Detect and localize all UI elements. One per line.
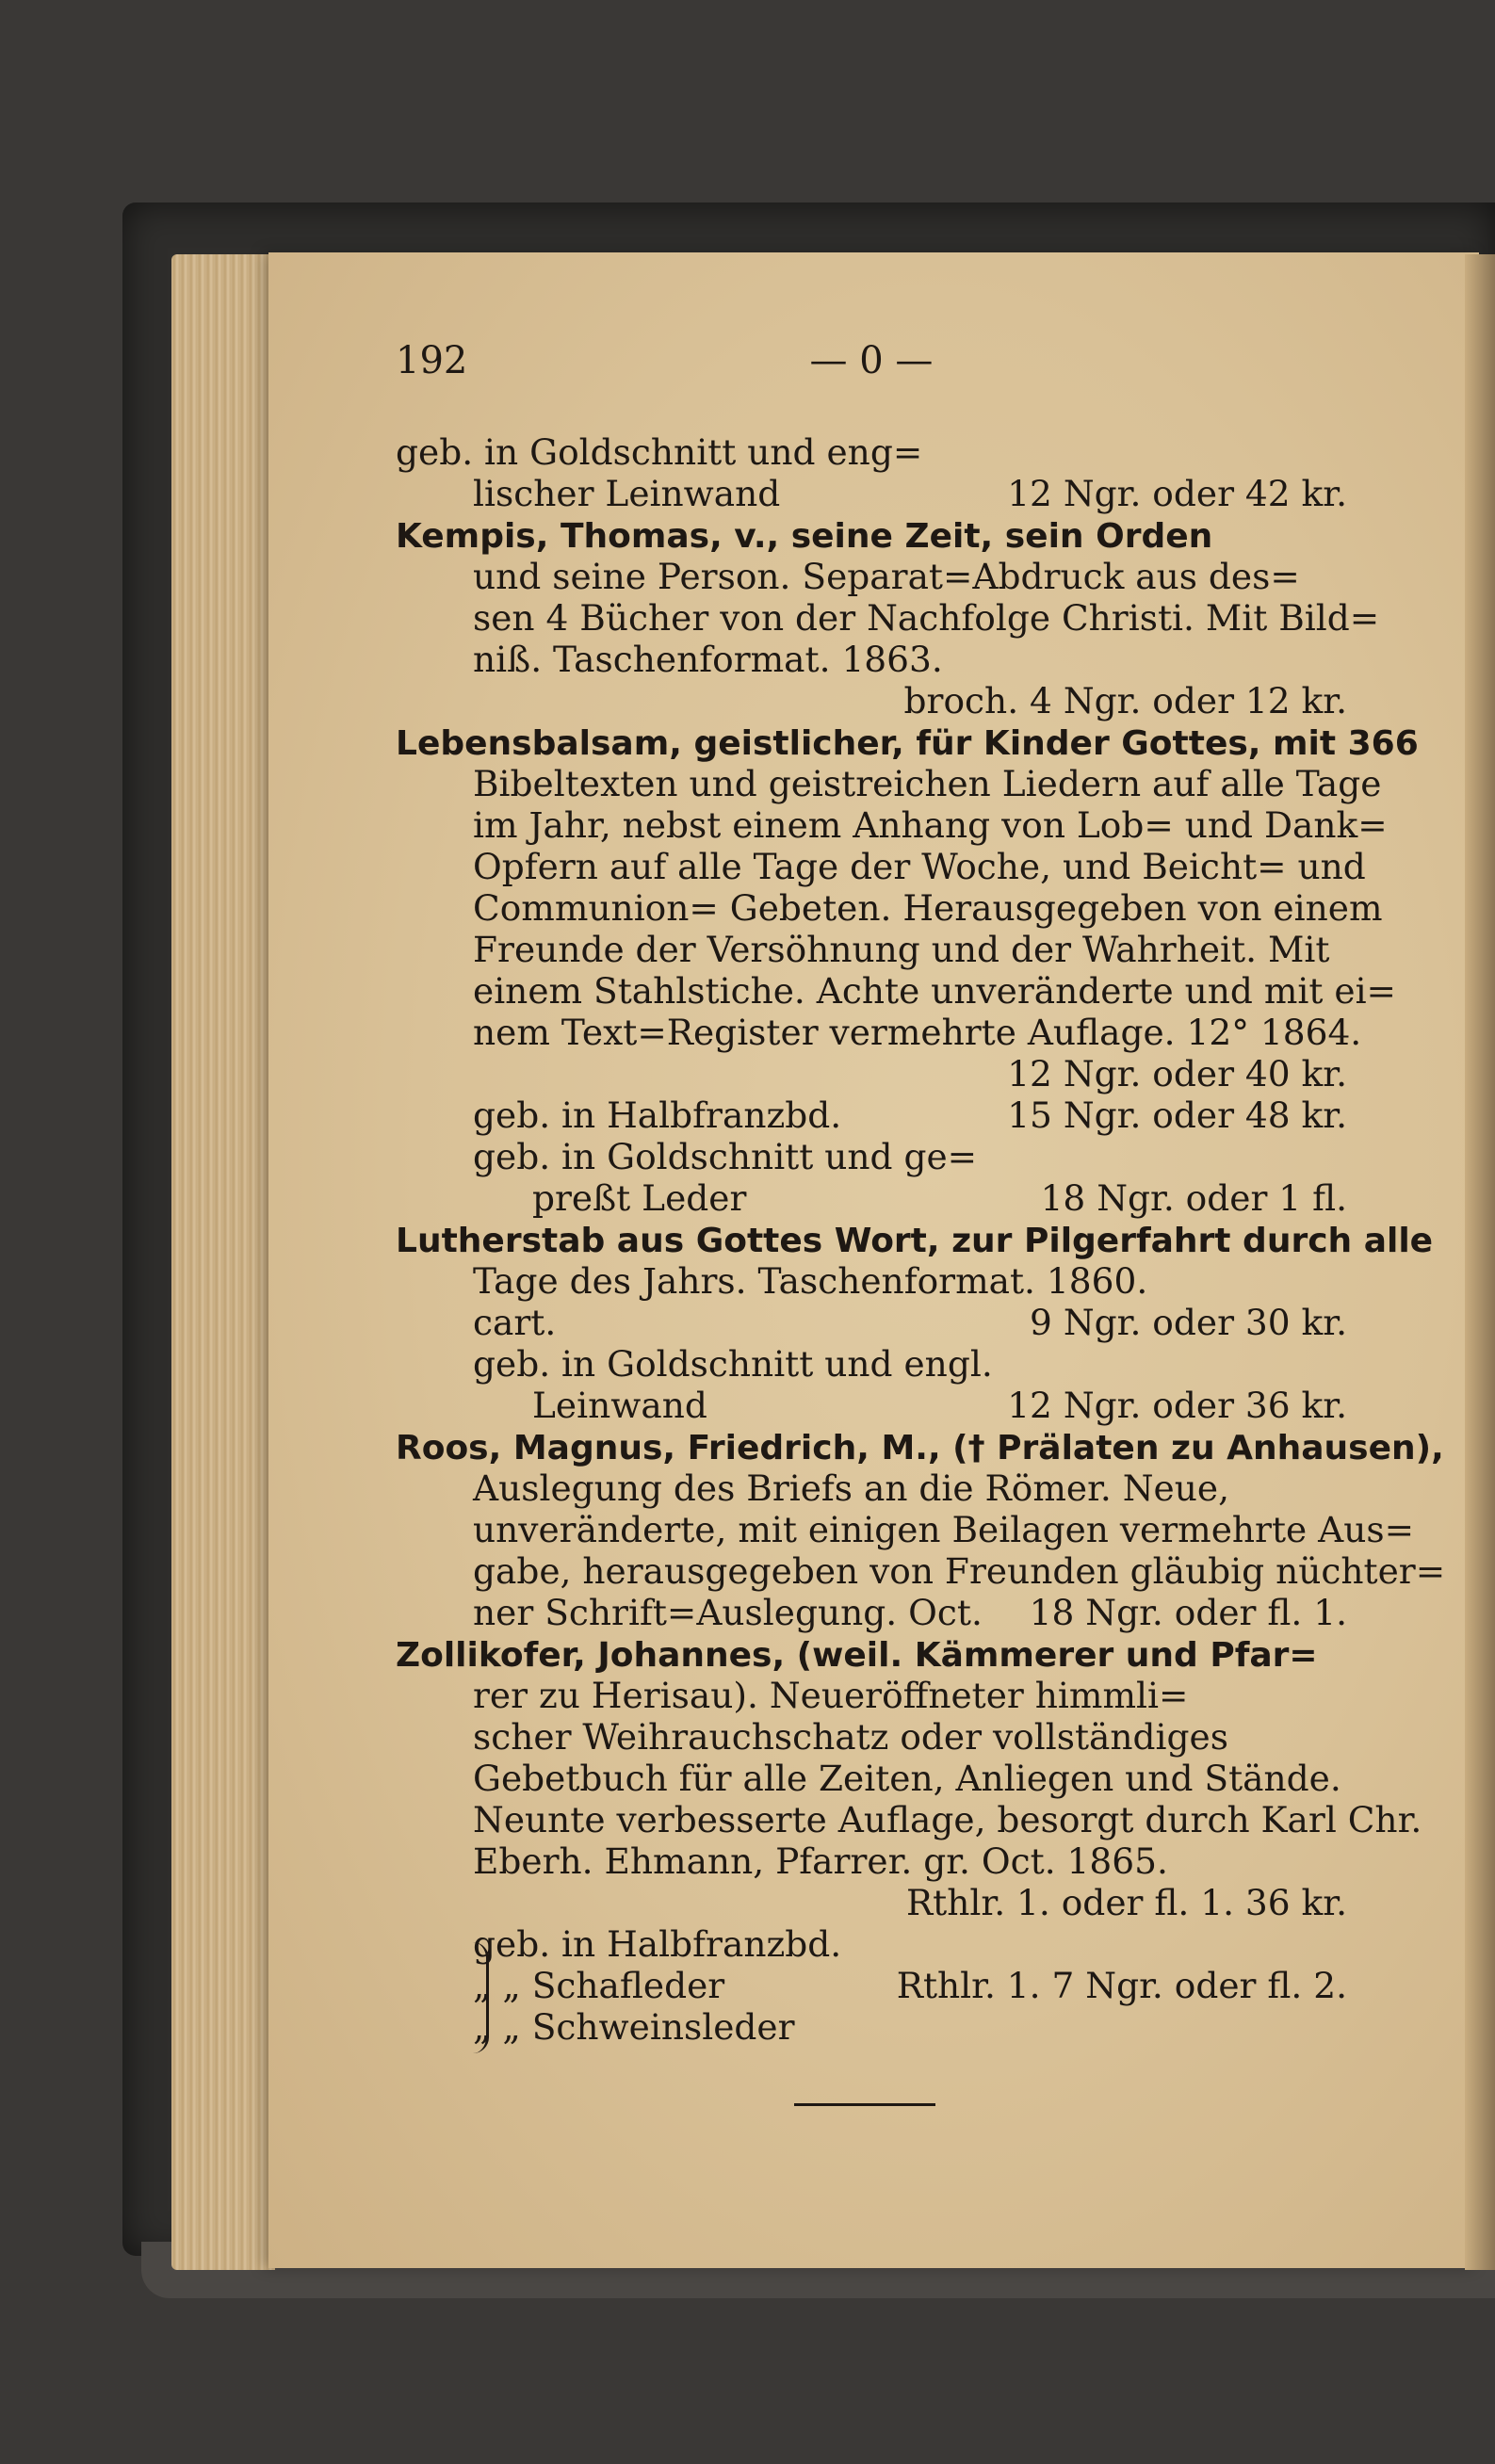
text-line (396, 1923, 1347, 1965)
entry-roos (396, 1426, 1444, 1467)
text-line (396, 639, 1347, 680)
grouping-brace (473, 1942, 489, 2053)
entry-lebensbalsam (396, 721, 1419, 763)
price: Rthlr. 1. oder fl. 1. 36 kr. (905, 1882, 1347, 1923)
end-rule (794, 2103, 935, 2106)
price: 15 Ngr. oder 48 kr. (1007, 1094, 1347, 1136)
text: Leinwand (532, 1385, 707, 1426)
text: unveränderte, mit einigen Beilagen vermehrte Aus= (473, 1509, 1415, 1550)
text: Bibeltexten und geistreichen Liedern auf alle Tage (473, 763, 1382, 804)
text-line (396, 1550, 1446, 1592)
page-content (396, 339, 1446, 2048)
text-line (396, 1840, 1347, 1882)
text-line (396, 1882, 1347, 1923)
signature-mark: — 0 — (809, 339, 934, 382)
price: Rthlr. 1. 7 Ngr. oder fl. 2. (896, 1965, 1347, 2006)
text-line (396, 1385, 1347, 1426)
text-line (396, 1467, 1347, 1509)
page-right-edge (1465, 254, 1495, 2270)
price: 12 Ngr. oder 40 kr. (1007, 1053, 1347, 1094)
text-line (396, 1592, 1347, 1633)
page-header (396, 339, 1347, 396)
page-edges (171, 254, 275, 2270)
text-line (396, 1758, 1347, 1799)
text: ner Schrift=Auslegung. Oct. (473, 1592, 983, 1633)
entry-heading: Lutherstab aus Gottes Wort, zur Pilgerfahrt durch alle (396, 1222, 1434, 1260)
entry-zollikofer (396, 1633, 1347, 1675)
text-line (396, 970, 1396, 1012)
text: einem Stahlstiche. Achte unveränderte und mit ei= (473, 970, 1396, 1012)
text-line (396, 1302, 1347, 1343)
text: im Jahr, nebst einem Anhang von Lob= und Dank= (473, 804, 1388, 846)
text-line (396, 1675, 1347, 1716)
text: Auslegung des Briefs an die Römer. Neue, (473, 1467, 1229, 1509)
text-line (396, 1177, 1347, 1219)
text: Gebetbuch für alle Zeiten, Anliegen und Stände. (473, 1758, 1341, 1799)
text-line (396, 1716, 1347, 1758)
text: geb. in Halbfranzbd. (473, 1923, 842, 1965)
price: 18 Ngr. oder 1 fl. (1040, 1177, 1347, 1219)
text: gabe, herausgegeben von Freunden gläubig nüchter= (473, 1550, 1446, 1592)
entry-heading: Kempis, Thomas, v., seine Zeit, sein Orden (396, 517, 1213, 556)
text: lischer Leinwand (473, 473, 781, 514)
text-line (396, 1509, 1415, 1550)
price: 18 Ngr. oder fl. 1. (1029, 1592, 1347, 1633)
entry-kempis (396, 514, 1347, 556)
text: geb. in Goldschnitt und eng= (396, 431, 923, 473)
text-line (396, 1012, 1362, 1053)
entry-lutherstab (396, 1219, 1434, 1260)
text: geb. in Halbfranzbd. (473, 1094, 842, 1136)
text: „ „ Schweinsleder (473, 2006, 795, 2048)
text-line (396, 2006, 1347, 2048)
text: „ „ Schafleder (473, 1965, 725, 2006)
text-line (396, 887, 1383, 929)
text: Communion= Gebeten. Herausgegeben von einem (473, 887, 1383, 929)
entry-heading: Zollikofer, Johannes, (weil. Kämmerer und Pfar= (396, 1636, 1318, 1675)
text: Eberh. Ehmann, Pfarrer. gr. Oct. 1865. (473, 1840, 1168, 1882)
text-line (396, 597, 1380, 639)
text-line (396, 1136, 1347, 1177)
text: Opfern auf alle Tage der Woche, und Beicht= und (473, 846, 1366, 887)
text-line (396, 804, 1388, 846)
text-line (396, 763, 1382, 804)
page-number: 192 (396, 339, 468, 382)
text-line (396, 1094, 1347, 1136)
text-line (396, 680, 1347, 721)
text: nem Text=Register vermehrte Auflage. 12° 1864. (473, 1012, 1362, 1053)
text-line (396, 473, 1347, 514)
price: 9 Ngr. oder 30 kr. (1030, 1302, 1347, 1343)
text-line (396, 929, 1347, 970)
price: 12 Ngr. oder 36 kr. (1007, 1385, 1347, 1426)
text: Neunte verbesserte Auflage, besorgt durch Karl Chr. (473, 1799, 1422, 1840)
price: broch. 4 Ngr. oder 12 kr. (903, 680, 1347, 721)
text: geb. in Goldschnitt und engl. (473, 1343, 993, 1385)
text: scher Weihrauchschatz oder vollständiges (473, 1716, 1228, 1758)
text: rer zu Herisau). Neueröffneter himmli= (473, 1675, 1189, 1716)
text: sen 4 Bücher von der Nachfolge Christi. Mit Bild= (473, 597, 1380, 639)
text-line (396, 1053, 1347, 1094)
text: und seine Person. Separat=Abdruck aus des= (473, 556, 1300, 597)
text-line (396, 1799, 1422, 1840)
text: Freunde der Versöhnung und der Wahrheit. Mit (473, 929, 1330, 970)
text-line (396, 1343, 1347, 1385)
price: 12 Ngr. oder 42 kr. (1007, 473, 1347, 514)
text: Tage des Jahrs. Taschenformat. 1860. (473, 1260, 1148, 1302)
text-line (396, 1260, 1347, 1302)
text: niß. Taschenformat. 1863. (473, 639, 943, 680)
entry-heading: Lebensbalsam, geistlicher, für Kinder Gottes, mit 366 (396, 724, 1419, 763)
text: geb. in Goldschnitt und ge= (473, 1136, 978, 1177)
text-line (396, 556, 1347, 597)
text: preßt Leder (532, 1177, 747, 1219)
text-line (396, 846, 1366, 887)
text: cart. (473, 1302, 557, 1343)
text-line (396, 1965, 1347, 2006)
text-line (396, 431, 1347, 473)
entry-heading: Roos, Magnus, Friedrich, M., († Prälaten zu Anhausen), (396, 1429, 1444, 1467)
